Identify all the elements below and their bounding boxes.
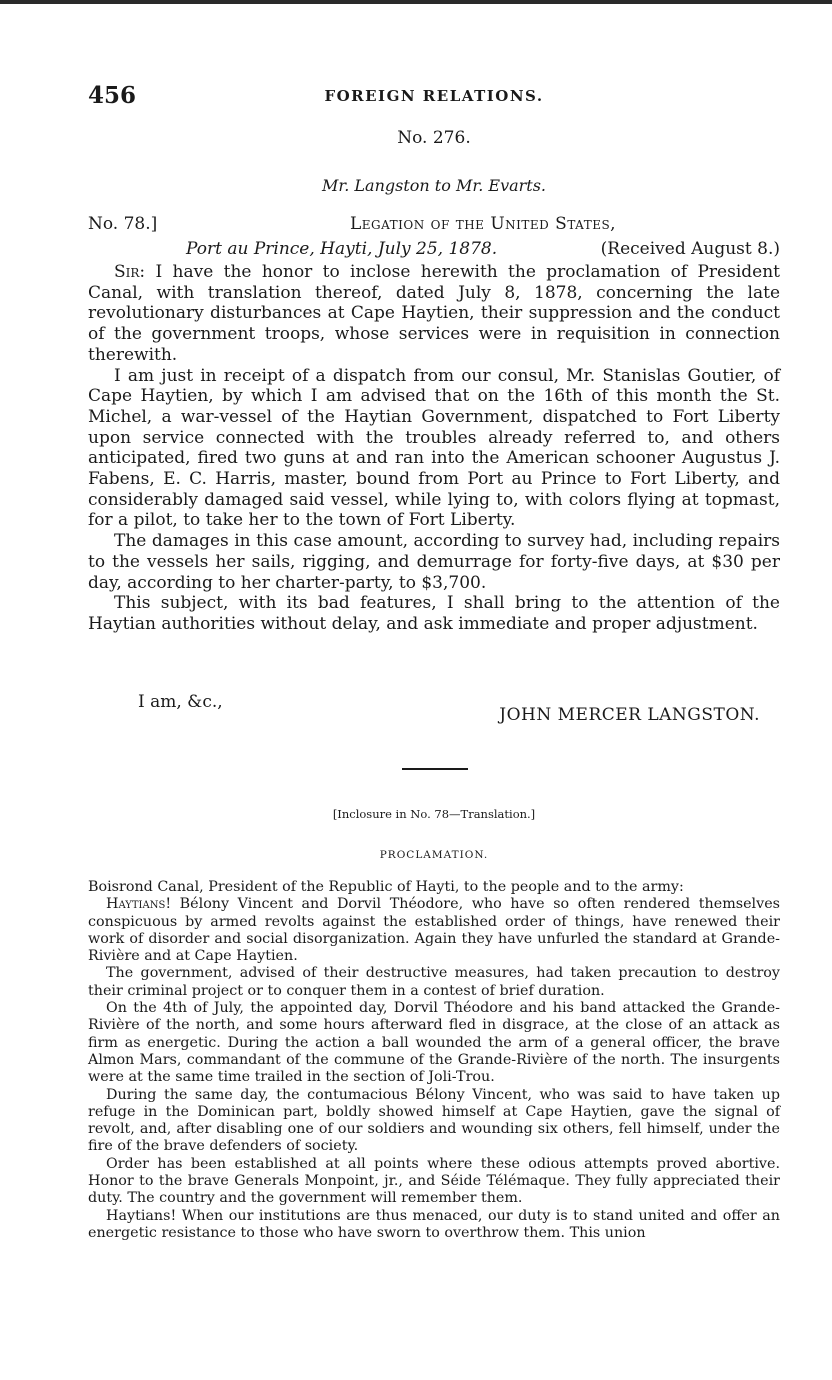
salutation: Sir: <box>114 262 146 282</box>
letter-closing: I am, &c., <box>138 692 223 712</box>
proclamation-paragraph: On the 4th of July, the appointed day, Dorvil Théodore and his band attacked the Grande-Rivière of the north, and some hours afterward fled in disgrace, at the close of an attack as firm as energetic. During the action a ball wounded the arm of a general officer, the brave Almon Mars, commandant of the commune of the Grande-Rivière of the north. The insurgents were at the same time trailed in the section of Joli-Trou. <box>88 1000 780 1086</box>
letter-paragraph: The damages in this case amount, according to survey had, including repairs to the vessels her sails, rigging, and demurrage for forty-five days, at $30 per day, according to her charter-party, to $3,700. <box>88 531 780 593</box>
section-divider <box>402 768 468 770</box>
legation-line: Legation of the United States, <box>350 214 617 234</box>
received-date: (Received August 8.) <box>600 239 780 259</box>
proclamation-paragraph <box>88 896 780 965</box>
letter-paragraph-text: I have the honor to inclose herewith the proclamation of President Canal, with translation thereof, dated July 8, 1878, concerning the late revolutionary disturbances at Cape Haytien, their suppression and the conduct of the government troops, whose services were in requisition in connection therewith. <box>88 262 780 365</box>
letter-body <box>88 262 780 635</box>
proclamation-title: PROCLAMATION. <box>379 849 489 861</box>
letter-paragraph: I am just in receipt of a dispatch from our consul, Mr. Stanislas Goutier, of Cape Haytien, by which I am advised that on the 16th of this month the St. Michel, a war-vessel of the Haytian Government, dispatched to Fort Liberty upon service connected with the troubles already referred to, and others anticipated, fired two guns at and ran into the American schooner Augustus J. Fabens, E. C. Harris, master, bound from Port au Prince to Fort Liberty, and considerably damaged said vessel, while lying to, with colors flying at topmast, for a pilot, to take her to the town of Fort Liberty. <box>88 365 780 531</box>
enclosure-note: [Inclosure in No. 78—Translation.] <box>332 807 536 821</box>
letter-paragraph: This subject, with its bad features, I shall bring to the attention of the Haytian authorities without delay, and ask immediate and proper adjustment. <box>88 593 780 634</box>
dispatch-number: No. 78.] <box>88 214 158 234</box>
proclamation-paragraph: The government, advised of their destructive measures, had taken precaution to destroy their criminal project or to conquer them in a contest of brief duration. <box>88 965 780 999</box>
proclamation-paragraph-text: Bélony Vincent and Dorvil Théodore, who have so often rendered themselves conspicuous by armed revolts against the established order of things, have renewed their work of disorder and social disorganization. Again they have unfurled the standard at Grande-Rivière and at Cape Haytien. <box>88 896 780 965</box>
proclamation-paragraph: During the same day, the contumacious Bélony Vincent, who was said to have taken up refuge in the Dominican part, boldly showed himself at Cape Haytien, gave the signal of revolt, and, after disabling one of our soldiers and wounding six others, fell himself, under the fire of the brave defenders of society. <box>88 1086 780 1155</box>
proclamation-paragraph: Haytians! When our institutions are thus menaced, our duty is to stand united and offer an energetic resistance to those who have sworn to overthrow them. This union <box>88 1207 780 1241</box>
top-edge-rule <box>0 0 832 4</box>
letter-paragraph <box>88 262 780 366</box>
proclamation-intro: Boisrond Canal, President of the Republic of Hayti, to the people and to the army: <box>88 879 684 895</box>
proclamation-paragraph: Order has been established at all points where these odious attempts proved abortive. Honor to the brave Generals Monpoint, jr., and Séide Télémaque. They fully appreciated their duty. The country and the government will remember them. <box>88 1155 780 1207</box>
place-date: Port au Prince, Hayti, July 25, 1878. <box>186 239 498 259</box>
page-number: 456 <box>88 82 137 109</box>
proclamation-address: Haytians! <box>106 896 172 913</box>
document-heading: Mr. Langston to Mr. Evarts. <box>321 176 547 195</box>
running-title: FOREIGN RELATIONS. <box>324 87 544 105</box>
document-number: No. 276. <box>397 128 471 148</box>
proclamation-body <box>88 879 780 1242</box>
running-head <box>88 82 780 110</box>
signature: JOHN MERCER LANGSTON. <box>499 705 760 725</box>
